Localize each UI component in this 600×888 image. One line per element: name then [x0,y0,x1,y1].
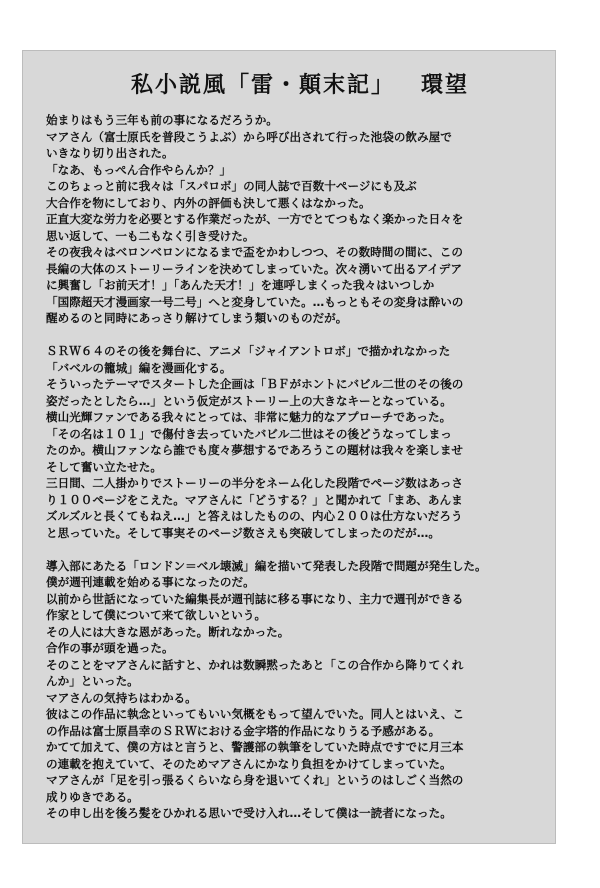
document-title-row [0,68,600,99]
text-line: その人には大きな恩があった。断れなかった。 [46,624,290,639]
document-author: 環望 [421,72,470,98]
document-title: 私小説風「雷・顛末記」 [130,72,395,98]
text-line: 導入部にあたる「ロンドン＝ベル壊滅」編を描いて発表した段階で問題が発生した。 [46,558,487,573]
text-line: の作品は富士原昌幸のＳＲＷにおける金字塔的作品になりうる予感がある。 [46,723,441,738]
text-line: の連載を抱えていて、そのためマアさんにかなり負担をかけてしまっていた。 [46,756,452,771]
text-line: ズルズルと長くてもねえ…」と答えはしたものの、内心２００は仕方ないだろう [46,509,463,523]
paragraph [46,112,534,327]
text-line: 横山光輝ファンである我々にとっては、非常に魅力的なアプローチであった。 [46,410,452,424]
text-line: 「なあ、もっぺん合作やらんか？」 [46,162,232,177]
text-line: 以前から世話になっていた編集長が週刊誌に移る事になり、主力で週刊ができる [46,591,464,606]
text-line: そのことをマアさんに話すと、かれは数瞬黙ったあと「この合作から降りてくれ [46,657,464,672]
text-line: いきなり切り出された。 [46,146,174,160]
text-line: その申し出を後ろ髪をひかれる思いで受け入れ…そして僕は一読者になった。 [46,806,452,820]
text-line: 姿だったとしたら…」という仮定がストーリー上の大きなキーとなっている。 [46,393,452,408]
text-line: このちょっと前に我々は「スパロボ」の同人誌で百数十ページにも及ぶ [46,179,417,193]
text-line: 成りゆきである。 [46,789,139,804]
text-line: そういったテーマでスタートした企画は「ＢＦがホントにバビル二世のその後の [46,377,464,391]
text-line: マアさんが「足を引っ張るくらいなら身を退いてくれ」というのはしごく当然の [46,773,464,787]
text-line: 三日間、二人掛かりでストーリーの半分をネーム化した段階でページ数はあっさ [46,476,464,490]
text-line: 醒めるのと同時にあっさり解けてしまう類いのものだが。 [46,311,348,325]
text-line: マアさん（富士原氏を普段こうよぶ）から呼び出されて行った池袋の飲み屋で [46,129,452,144]
text-line: 「国際超天才漫画家一号二号」へと変身していた。…もっともその変身は酔いの [46,294,464,309]
text-line: 作家として僕について来て欲しいという。 [46,608,267,622]
text-line: り１００ページをこえた。マアさんに「どうする？」と聞かれて「まあ、あんま [46,492,463,507]
text-line: その夜我々はベロンベロンになるまで盃をかわしつつ、その数時間の間に、この [46,245,463,259]
text-line: と思っていた。そして事実そのページ数さえも突破してしまったのだが…。 [46,525,440,540]
text-line: 僕が週刊連載を始める事になったのだ。 [46,575,255,589]
text-line: 合作の事が頭を過った。 [46,641,174,655]
text-line: 長編の大体のストーリーラインを決めてしまっていた。次々湧いて出るアイデア [46,261,462,276]
text-line: 「その名は１０１」で傷付き去っていたバビル二世はその後どうなってしまっ [46,426,452,441]
text-line: マアさんの気持ちはわかる。 [46,690,197,705]
text-line: に興奮し「お前天才！」「あんた天才！」を連呼しまくった我々はいつしか [46,278,435,292]
document-body [46,112,534,838]
paragraph [46,343,534,541]
text-line: かてて加えて、僕の方はと言うと、警護部の執筆をしていた時点ですでに月三本 [46,740,464,754]
paragraph [46,558,534,822]
text-line: 思い返して、一も二もなく引き受けた。 [46,228,255,243]
text-line: 彼はこの作品に執念といってもいい気概をもって望んでいた。同人とはいえ、こ [46,707,465,721]
text-line: 正直大変な労力を必要とする作業だったが、一方でとてつもなく楽かった日々を [46,212,464,226]
text-line: たのか。横山ファンなら誰でも度々夢想するであろうこの題材は我々を楽しませ [46,443,464,457]
text-line: 大合作を物にしており、内外の評価も決して悪くはなかった。 [46,195,371,210]
text-line: んか」といった。 [46,674,139,688]
text-line: 始まりはもう三年も前の事になるだろうか。 [46,113,278,127]
text-line: 「バベルの籠城」編を漫画化する。 [46,360,232,375]
text-line: そして奮い立たせた。 [46,459,162,474]
text-line: ＳＲＷ６４のその後を舞台に、アニメ「ジャイアントロボ」で描かれなかった [46,344,451,358]
